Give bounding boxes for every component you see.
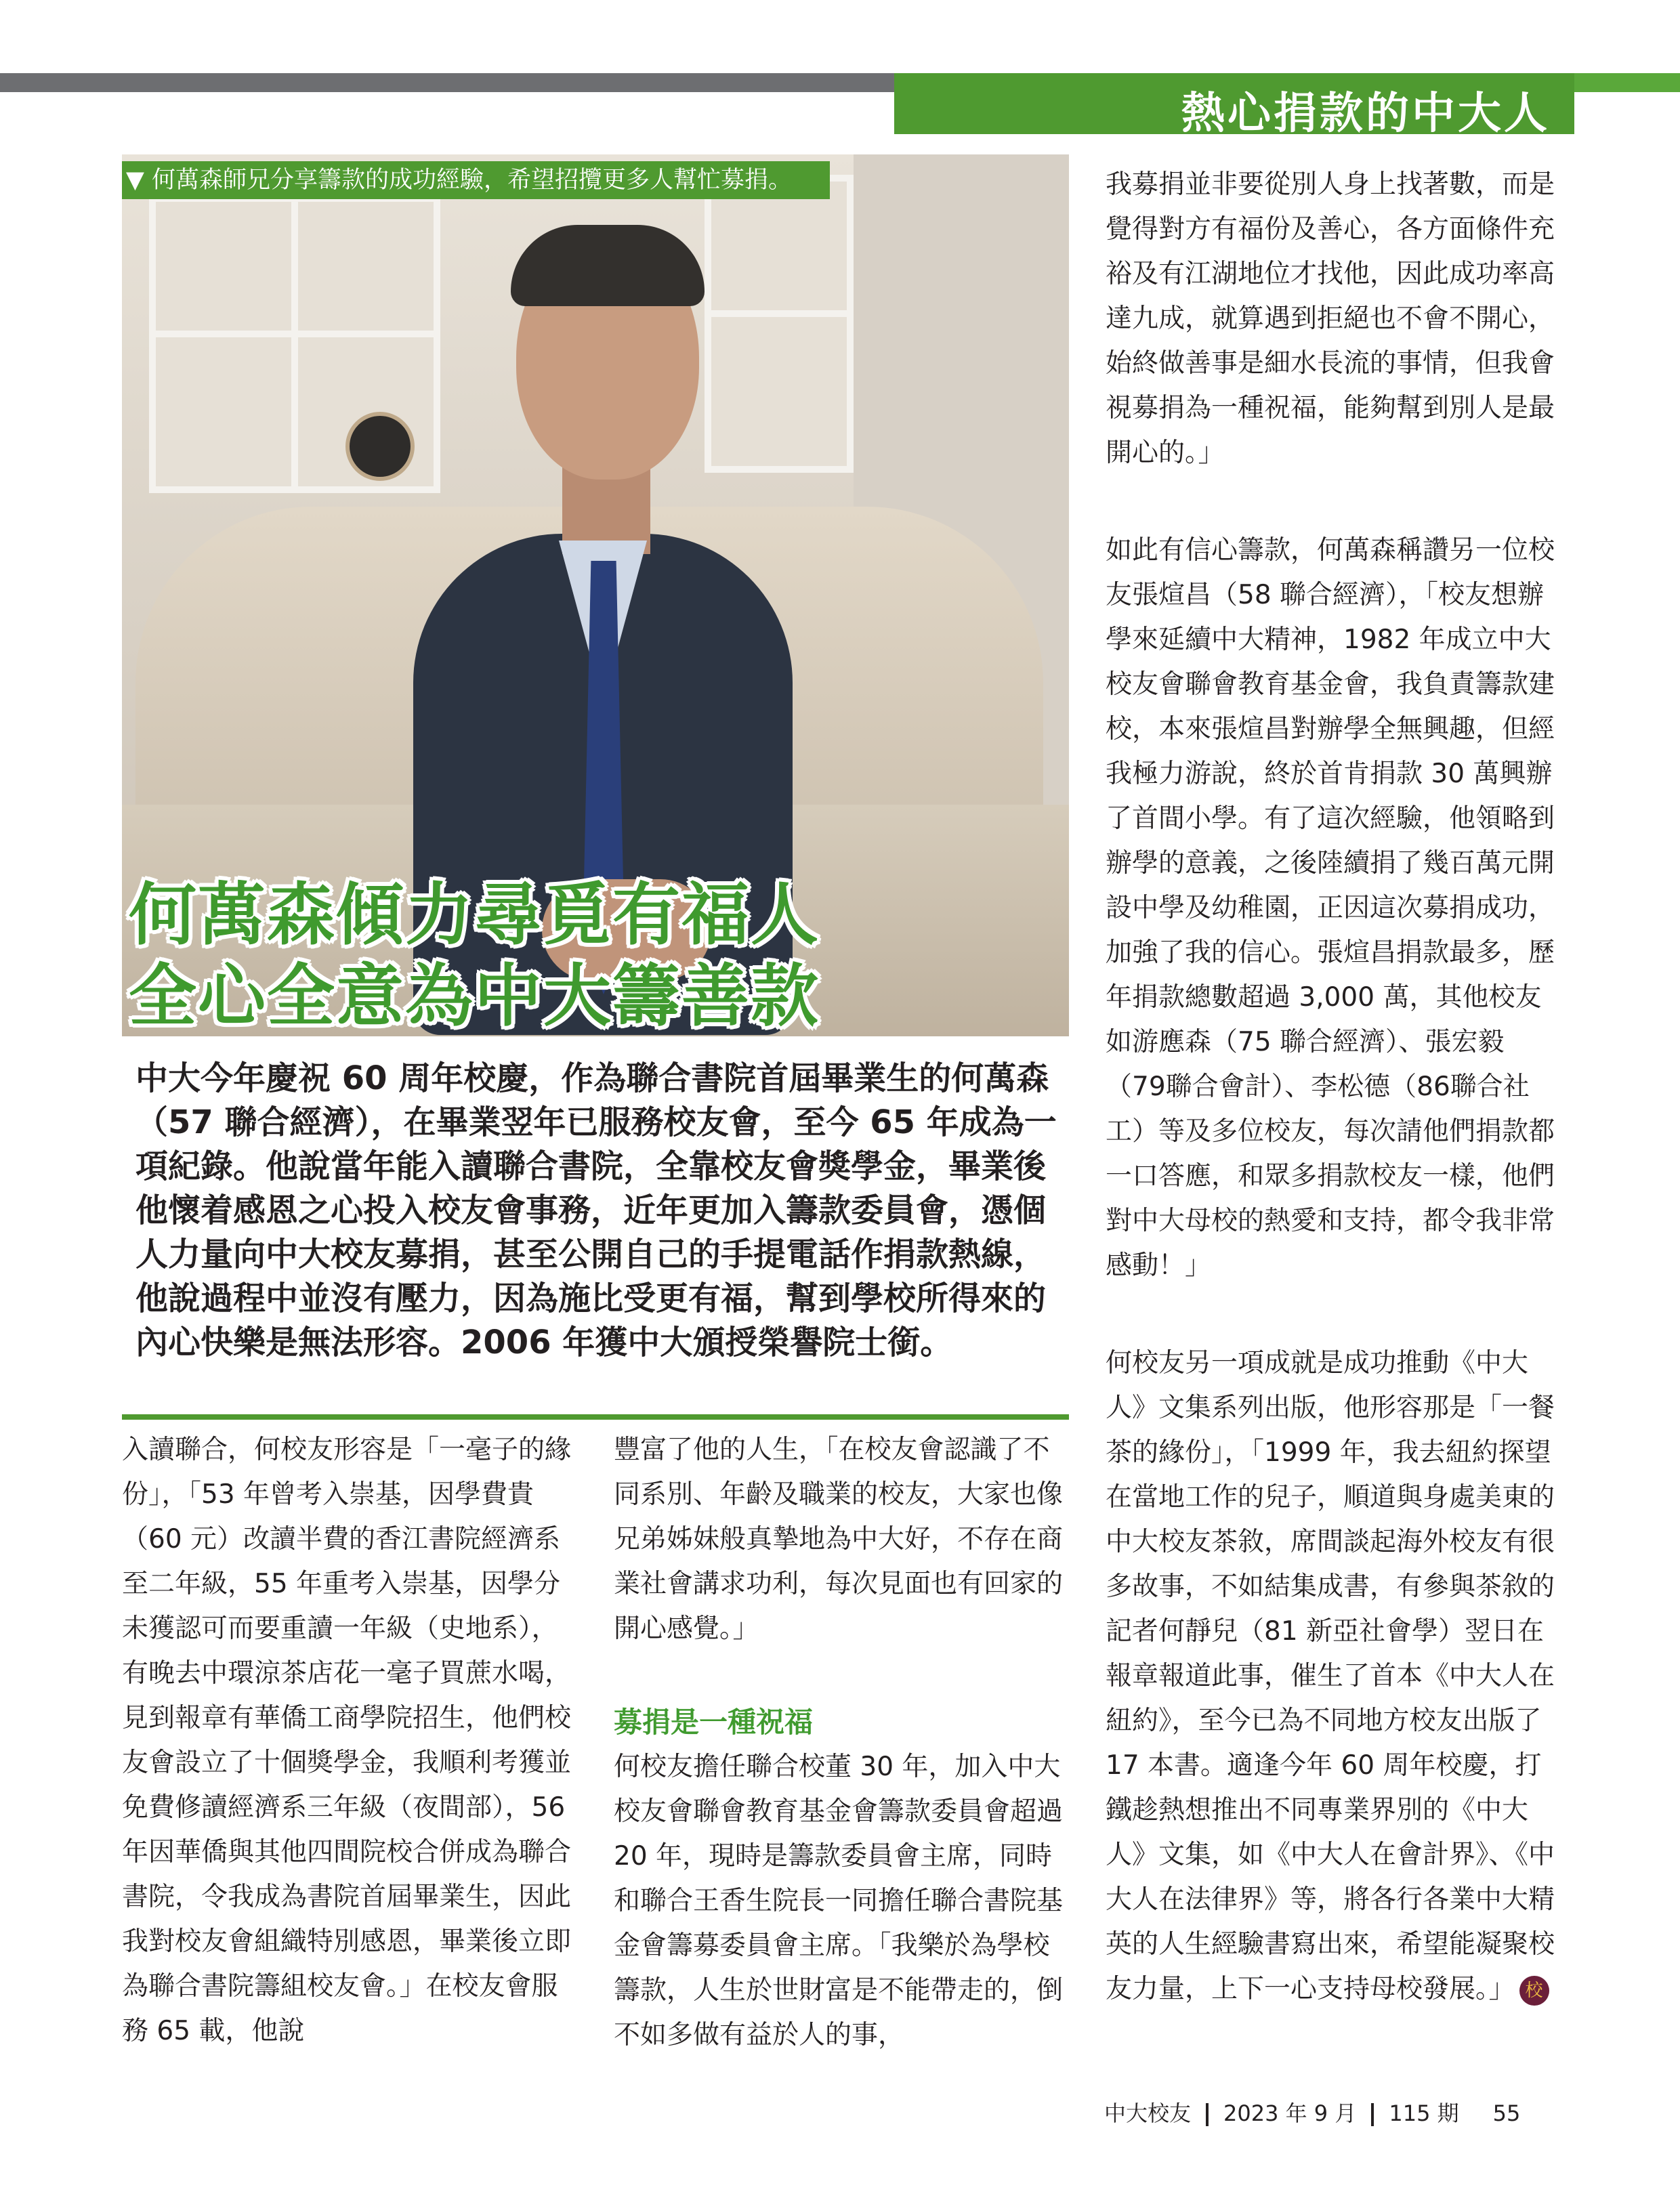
shelf-cell <box>149 195 298 337</box>
top-gray-bar <box>0 73 894 92</box>
footer-separator <box>1371 2103 1374 2126</box>
footer-issue: 115 期 <box>1389 2100 1459 2126</box>
headline-line-1: 何萬森傾力尋覓有福人 <box>129 875 820 954</box>
shelf-cell <box>149 331 298 493</box>
photo-caption: ▼ 何萬森師兄分享籌款的成功經驗，希望招攬更多人幫忙募捐。 <box>122 161 830 199</box>
section-tag <box>894 73 1574 139</box>
footer-separator <box>1206 2103 1209 2126</box>
column-3-paragraph-3 <box>1106 1341 1558 2012</box>
body-column-3 <box>1106 163 1558 2012</box>
decorative-plate <box>345 412 415 481</box>
column-2-paragraph-2: 何校友擔任聯合校董 30 年，加入中大校友會聯會教育基金會籌款委員會超過 20 年，現時是籌款委員會主席，同時和聯合王香生院長一同擔任聯合書院基金會籌募委員會主席。「我樂於為學校籌款，人生於世財富是不能帶走的，倒不如多做有益於人的事， <box>614 1752 1064 2050</box>
column-2-paragraph-1: 豐富了他的人生，「在校友會認識了不同系別、年齡及職業的校友，大家也像兄弟姊妹般真摯地為中大好，不存在商業社會講求功利，每次見面也有回家的開心感覺。」 <box>614 1435 1064 1644</box>
page-number: 55 <box>1492 2100 1521 2126</box>
body-column-1 <box>122 1428 576 2054</box>
section-tag-label: 熱心捐款的中大人 <box>1181 89 1550 139</box>
shelf-cell <box>291 195 440 337</box>
footer-date: 2023 年 9 月 <box>1223 2100 1357 2126</box>
intro-paragraph: 中大今年慶祝 60 周年校慶，作為聯合書院首屆畢業生的何萬森（57 聯合經濟），在畢業翌年已服務校友會，至今 65 年成為一項紀錄。他說當年能入讀聯合書院，全靠校友會獎學金，畢業後他懷着感恩之心投入校友會事務，近年更加入籌款委員會，憑個人力量向中大校友募捐，甚至公開自己的手提電話作捐款熱線，他說過程中並沒有壓力，因為施比受更有福，幫到學校所得來的內心快樂是無法形容。2006 年獲中大頒授榮譽院士銜。 <box>135 1059 1057 1361</box>
subheading: 募捐是一種祝福 <box>614 1706 814 1739</box>
end-mark-icon: 校 <box>1519 1976 1549 2006</box>
column-3-paragraph-3-text: 何校友另一項成就是成功推動《中大人》文集系列出版，他形容那是「一餐茶的緣份」，「1999 年，我去紐約探望在當地工作的兒子，順道與身處美東的中大校友茶敘，席間談起海外校友有很多故事，不如結集成書，有參與茶敘的記者何靜兒（81 新亞社會學）翌日在報章報道此事，催生了首本《中大人在紐約》，至今已為不同地方校友出版了 17 本書。適逢今年 60 周年校慶，打鐵趁熱想推出不同專業界別的《中大人》文集，如《中大人在會計界》、《中大人在法律界》等，將各行各業中大精英的人生經驗書寫出來，希望能凝聚校友力量，上下一心支持母校發展。」 <box>1106 1348 1555 2004</box>
body-column-2 <box>614 1428 1069 2058</box>
page-footer <box>1104 2100 1520 2127</box>
headline <box>129 872 820 1035</box>
column-1-paragraph: 入讀聯合，何校友形容是「一毫子的緣份」，「53 年曾考入崇基，因學費貴（60 元）改讀半費的香江書院經濟系至二年級，55 年重考入崇基，因學分未獲認可而要重讀一年級（史地系），有晚去中環涼茶店花一毫子買蔗水喝，見到報章有華僑工商學院招生，他們校友會設立了十個獎學金，我順利考獲並免費修讀經濟系三年級（夜間部），56 年因華僑與其他四間院校合併成為聯合書院，令我成為書院首屆畢業生，因此我對校友會組織特別感恩，畢業後立即為聯合書院籌組校友會。」在校友會服務 65 載，他說 <box>122 1435 572 2046</box>
paragraph-gap <box>1106 1288 1558 1341</box>
footer-magazine: 中大校友 <box>1104 2100 1192 2126</box>
shelf-cell <box>705 310 854 473</box>
headline-line-2: 全心全意為中大籌善款 <box>129 956 820 1036</box>
person-hair <box>511 225 705 306</box>
paragraph-gap <box>614 1651 1069 1700</box>
column-3-paragraph-1: 我募捐並非要從別人身上找著數，而是覺得對方有福份及善心，各方面條件充裕及有江湖地位才找他，因此成功率高達九成，就算遇到拒絕也不會不開心，始終做善事是細水長流的事情，但我會視募捐為一種祝福，能夠幫到別人是最開心的。」 <box>1106 169 1555 468</box>
intro-divider <box>122 1414 1069 1420</box>
paragraph-gap <box>1106 475 1558 528</box>
column-3-paragraph-2: 如此有信心籌款，何萬森稱讚另一位校友張煊昌（58 聯合經濟），「校友想辦學來延續中大精神，1982 年成立中大校友會聯會教育基金會，我負責籌款建校，本來張煊昌對辦學全無興趣，但經我極力游說，終於首肯捐款 30 萬興辦了首間小學。有了這次經驗，他領略到辦學的意義，之後陸續捐了幾百萬元開設中學及幼稚園，正因這次募捐成功，加強了我的信心。張煊昌捐款最多，歷年捐款總數超過 3,000 萬，其他校友如游應森（75 聯合經濟）、張宏毅（79聯合會計）、李松德（86聯合社工）等及多位校友，每次請他們捐款都一口答應，和眾多捐款校友一樣，他們對中大母校的熱愛和支持，都令我非常感動！」 <box>1106 535 1555 1281</box>
